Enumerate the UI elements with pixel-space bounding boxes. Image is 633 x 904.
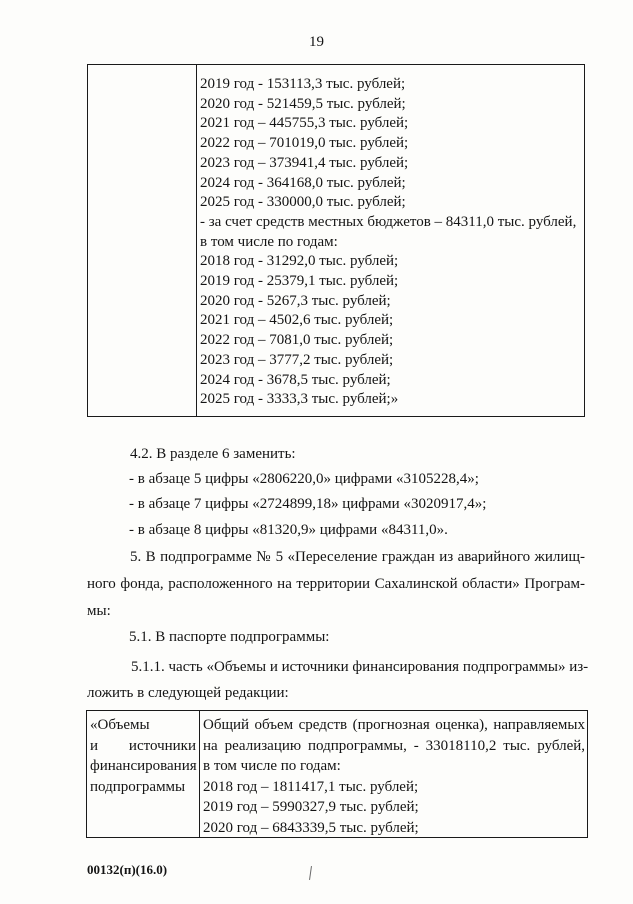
funding-line: 2024 год - 364168,0 тыс. рублей; <box>200 174 406 191</box>
funding-line: в том числе по годам: <box>200 233 338 250</box>
funding-line: 2023 год – 373941,4 тыс. рублей; <box>200 154 409 171</box>
page-number: 19 <box>309 34 324 50</box>
subsection-heading: 5.1. В паспорте подпрограммы: <box>129 629 330 645</box>
funding-table-left-cell <box>90 715 196 797</box>
paragraph-line: 5. В подпрограмме № 5 «Переселение граждан из аварийного жилищ- <box>130 549 585 565</box>
paragraph-line: ложить в следующей редакции: <box>87 685 289 701</box>
paragraph-line: мы: <box>87 603 111 619</box>
section-heading: 4.2. В разделе 6 заменить: <box>130 446 296 462</box>
funding-line: 2020 год – 6843339,5 тыс. рублей; <box>203 819 419 836</box>
funding-line: 2019 год - 25379,1 тыс. рублей; <box>200 273 399 290</box>
funding-line: 2023 год – 3777,2 тыс. рублей; <box>200 351 394 368</box>
funding-line: 2019 год - 153113,3 тыс. рублей; <box>200 76 406 92</box>
funding-line: 2024 год - 3678,5 тыс. рублей; <box>200 371 391 388</box>
funding-table-right-cell <box>200 75 583 410</box>
funding-line: 2021 год – 445755,3 тыс. рублей; <box>200 115 409 132</box>
table-column-divider <box>196 65 197 416</box>
funding-line: 2020 год - 521459,5 тыс. рублей; <box>200 95 406 112</box>
funding-line: 2022 год – 701019,0 тыс. рублей; <box>200 135 409 152</box>
funding-line: - за счет средств местных бюджетов – 84311,0 тыс. рублей, <box>200 213 577 230</box>
row-label: финансирования <box>90 758 197 774</box>
paragraph-line: ного фонда, расположенного на территории Сахалинской области» Програм- <box>87 576 585 592</box>
funding-line: в том числе по годам: <box>203 758 341 774</box>
funding-line: 2018 год – 1811417,1 тыс. рублей; <box>203 778 419 795</box>
funding-table-right-cell <box>203 715 585 838</box>
row-label: и источники <box>90 737 196 754</box>
funding-line: 2025 год - 330000,0 тыс. рублей; <box>200 194 406 211</box>
funding-line: 2021 год – 4502,6 тыс. рублей; <box>200 312 394 329</box>
table-column-divider <box>199 711 200 837</box>
scan-artifact <box>309 866 312 880</box>
funding-line: 2025 год - 3333,3 тыс. рублей;» <box>200 391 399 408</box>
funding-line: Общий объем средств (прогнозная оценка), направляемых <box>203 717 585 733</box>
replacement-item: - в абзаце 8 цифры «81320,9» цифрами «84311,0». <box>129 522 448 538</box>
paragraph-line: 5.1.1. часть «Объемы и источники финансирования подпрограммы» из- <box>131 659 589 675</box>
replacement-item: - в абзаце 7 цифры «2724899,18» цифрами «3020917,4»; <box>129 496 487 512</box>
funding-line: 2022 год – 7081,0 тыс. рублей; <box>200 332 394 349</box>
document-code: 00132(п)(16.0) <box>87 862 168 877</box>
row-label: подпрограммы <box>90 778 186 795</box>
funding-line: 2018 год - 31292,0 тыс. рублей; <box>200 253 399 270</box>
row-label: «Объемы <box>90 717 150 733</box>
replacement-item: - в абзаце 5 цифры «2806220,0» цифрами «3105228,4»; <box>129 471 479 487</box>
funding-line: 2020 год - 5267,3 тыс. рублей; <box>200 292 391 309</box>
funding-table-continued <box>87 64 585 417</box>
funding-line: 2019 год – 5990327,9 тыс. рублей; <box>203 799 419 815</box>
funding-line: на реализацию подпрограммы, - 33018110,2 тыс. рублей, <box>203 737 585 754</box>
funding-sources-table <box>86 710 588 838</box>
